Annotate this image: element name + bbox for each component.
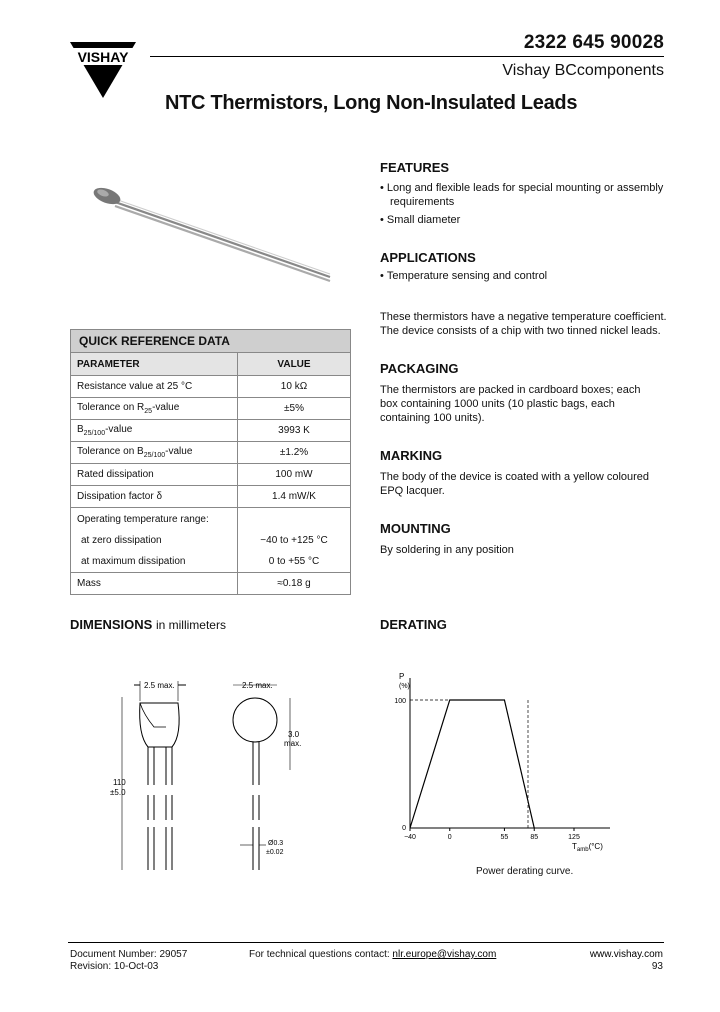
mounting-heading: MOUNTING [380, 521, 451, 536]
list-item: • Temperature sensing and control [380, 270, 548, 282]
part-number: 2322 645 90028 [523, 32, 664, 53]
dim-lead-label: Ø0.3 [268, 840, 284, 847]
value-cell: ≈0.18 g [238, 573, 351, 595]
param-cell: Dissipation factor δ [71, 486, 238, 508]
value-cell: 3993 K [238, 420, 351, 442]
dimensions-drawing [100, 675, 310, 875]
dim-height-max: max. [284, 739, 302, 748]
dim-length-tol: ±5.0 [110, 788, 126, 797]
quick-reference-table [70, 329, 351, 595]
dim-lead-tol: ±0.02 [266, 849, 284, 856]
dim-width-label: 2.5 max. [242, 681, 273, 690]
x-tick-label: 85 [530, 834, 539, 841]
table-row [71, 442, 351, 464]
header-rule [150, 56, 664, 57]
derating-curve [410, 700, 534, 828]
value-cell: 100 mW [238, 464, 351, 486]
table-row [71, 420, 351, 442]
x-tick-label: −40 [404, 834, 416, 841]
contact-email-link[interactable]: nlr.europe@vishay.com [392, 949, 497, 960]
table-row [71, 486, 351, 508]
param-cell: Rated dissipation [71, 464, 238, 486]
table-row [71, 398, 351, 420]
doc-info [70, 949, 187, 973]
param-cell: Resistance value at 25 °C [71, 376, 238, 398]
features-heading: FEATURES [380, 160, 450, 175]
dim-height-label: 3.0 [288, 730, 300, 739]
y-axis-label: P [399, 672, 405, 681]
doc-number: Document Number: 29057 [70, 949, 188, 960]
x-axis-label: $T_{amb}(^\circ C)$ [572, 842, 603, 853]
packaging-heading: PACKAGING [380, 361, 459, 376]
marking-heading: MARKING [380, 448, 443, 463]
vishay-logo [68, 30, 138, 100]
dimensions-heading: DIMENSIONS in millimeters [70, 617, 226, 632]
param-cell: Mass [71, 573, 238, 595]
table-title: QUICK REFERENCE DATA [70, 329, 351, 352]
derating-heading: DERATING [380, 617, 447, 632]
dim-width-label: 2.5 max. [144, 681, 175, 690]
chart-caption: Power derating curve. [476, 866, 574, 877]
x-tick-label: 55 [500, 834, 509, 841]
value-cell: ±5% [238, 398, 351, 420]
list-item: • Long and flexible leads for special mounting or assembly requirements [380, 182, 664, 208]
page-title: NTC Thermistors, Long Non-Insulated Leads [165, 92, 578, 114]
description: These thermistors have a negative temperature coefficient. The device consists of a chip with two tinned nickel leads. [380, 311, 667, 337]
contact-line: For technical questions contact: nlr.europe@vishay.com [249, 949, 497, 960]
value-cell: ±1.2% [238, 442, 351, 464]
revision: Revision: 10-Oct-03 [70, 961, 159, 972]
y-tick-label: 0 [402, 825, 406, 832]
column-header: PARAMETER [71, 353, 238, 376]
param-cell: $B_{25/100}$-value [71, 420, 238, 442]
derating-chart [380, 668, 620, 853]
x-tick-label: 0 [447, 834, 452, 841]
footer-right [590, 949, 663, 973]
y-tick-label: 100 [394, 698, 406, 705]
thermistor-photo [85, 178, 340, 283]
footer-rule [68, 942, 664, 943]
table-row [71, 464, 351, 486]
param-cell: Operating temperature range: at zero dissipation at maximum dissipation [71, 508, 238, 573]
marking-text: The body of the device is coated with a yellow coloured EPQ lacquer. [380, 471, 650, 497]
column-header: VALUE [238, 353, 351, 376]
logo-text: VISHAY [77, 49, 129, 65]
param-cell: Tolerance on $B_{25/100}$-value [71, 442, 238, 464]
mounting-text: By soldering in any position [380, 544, 514, 556]
website-link[interactable]: www.vishay.com [589, 949, 663, 960]
packaging-text: The thermistors are packed in cardboard boxes; each box containing 1000 units (10 plastic bags, each containing 100 units). [380, 384, 641, 424]
features-list [380, 181, 680, 227]
param-cell: Tolerance on $R_{25}$-value [71, 398, 238, 420]
list-item: • Small diameter [380, 214, 461, 226]
table-row [71, 573, 351, 595]
table-row [71, 376, 351, 398]
company-name: Vishay BCcomponents [502, 62, 664, 79]
value-cell: 10 kΩ [238, 376, 351, 398]
y-axis-unit: (%) [399, 683, 410, 690]
table-row [71, 508, 351, 573]
dim-length-label: 110 [113, 778, 126, 787]
applications-heading: APPLICATIONS [380, 250, 476, 265]
value-cell: 1.4 mW/K [238, 486, 351, 508]
value-cell: −40 to +125 °C 0 to +55 °C [238, 508, 351, 573]
page-number: 93 [651, 961, 663, 972]
x-tick-label: 125 [568, 834, 580, 841]
